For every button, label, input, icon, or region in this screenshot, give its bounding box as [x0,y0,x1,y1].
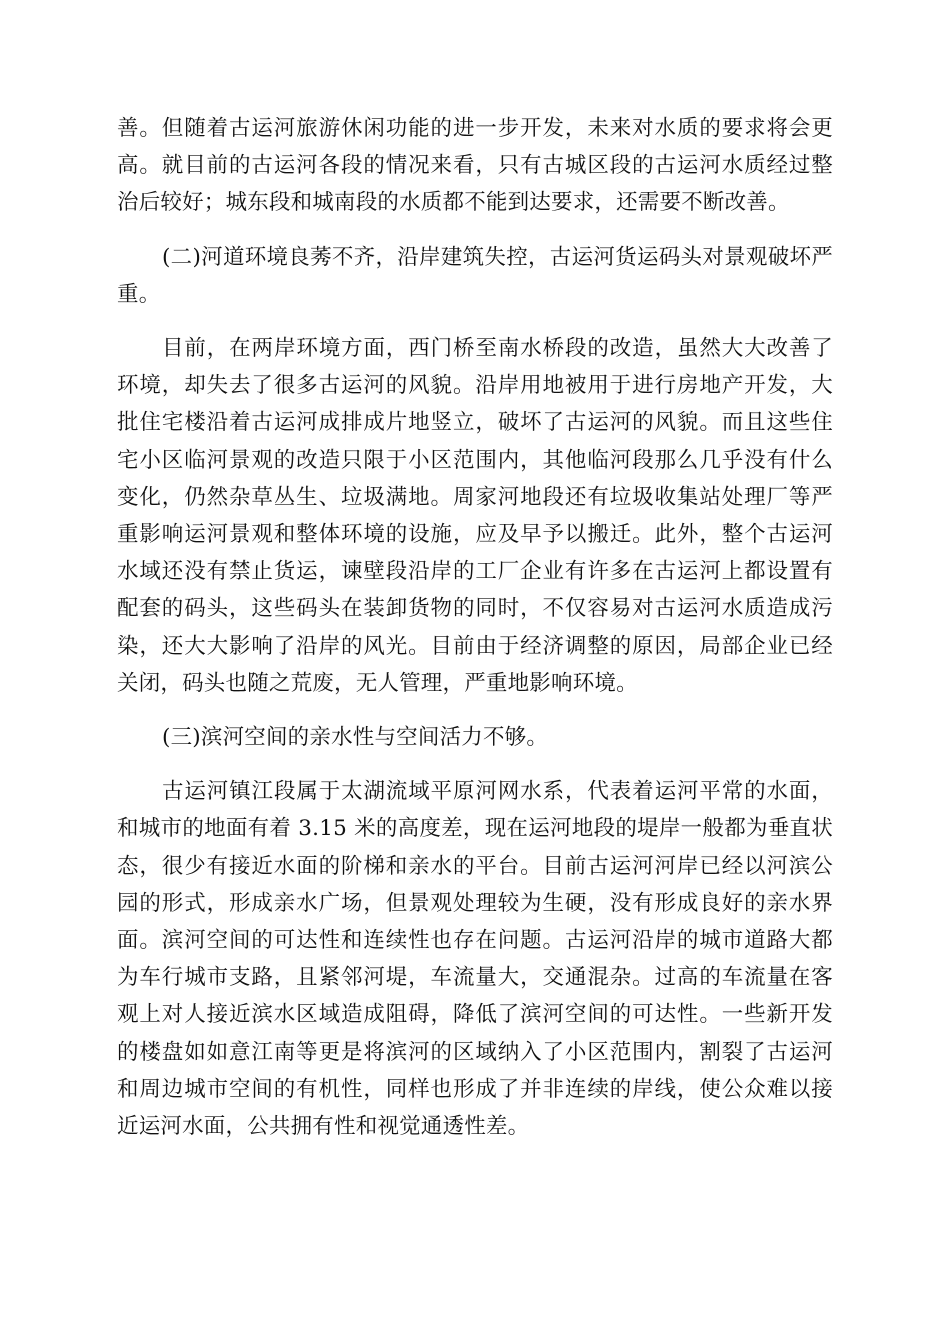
paragraph-riverbank-environment: 目前，在两岸环境方面，西门桥至南水桥段的改造，虽然大大改善了环境，却失去了很多古运河的风貌。沿岸用地被用于进行房地产开发，大批住宅楼沿着古运河成排成片地竖立，破坏了古运河的风貌。而且这些住宅小区临河景观的改造只限于小区范围内，其他临河段那么几乎没有什么变化，仍然杂草丛生、垃圾满地。周家河地段还有垃圾收集站处理厂等严重影响运河景观和整体环境的设施，应及早予以搬迁。此外，整个古运河水域还没有禁止货运，谏壁段沿岸的工厂企业有许多在古运河上都设置有配套的码头，这些码头在装卸货物的同时，不仅容易对古运河水质造成污染，还大大影响了沿岸的风光。目前由于经济调整的原因，局部企业已经关闭，码头也随之荒废，无人管理，严重地影响环境。 [117,336,833,696]
paragraph-water-quality-continued: 善。但随着古运河旅游休闲功能的进一步开发，未来对水质的要求将会更高。就目前的古运河各段的情况来看，只有古城区段的古运河水质经过整治后较好；城东段和城南段的水质都不能到达要求，还需要不断改善。 [117,116,833,216]
section-heading-two: (二)河道环境良莠不齐，沿岸建筑失控，古运河货运码头对景观破坏严重。 [117,244,833,307]
document-body [117,110,833,1145]
section-heading-three: (三)滨河空间的亲水性与空间活力不够。 [162,725,549,751]
paragraph-waterfront-space: 古运河镇江段属于太湖流域平原河网水系，代表着运河平常的水面，和城市的地面有着 3.15 米的高度差，现在运河地段的堤岸一般都为垂直状态，很少有接近水面的阶梯和亲水的平台。目前古运河河岸已经以河滨公园的形式，形成亲水广场，但景观处理较为生硬，没有形成良好的亲水界面。滨河空间的可达性和连续性也存在问题。古运河沿岸的城市道路大都为车行城市支路，且紧邻河堤，车流量大，交通混杂。过高的车流量在客观上对人接近滨水区域造成阻碍，降低了滨河空间的可达性。一些新开发的楼盘如如意江南等更是将滨河的区域纳入了小区范围内，割裂了古运河和周边城市空间的有机性，同样也形成了并非连续的岸线，使公众难以接近运河水面，公共拥有性和视觉通透性差。 [117,779,833,1140]
